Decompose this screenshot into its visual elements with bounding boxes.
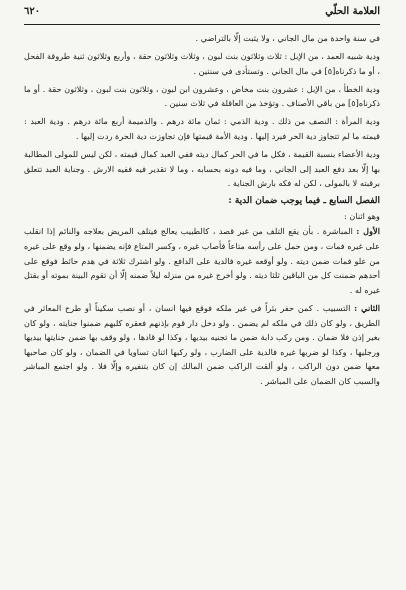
- section-sub: وهو اثنان :: [344, 211, 380, 222]
- paragraph-4: ودية المرأة : النصف من ذلك . ودية الذمي : ثمان مائة درهم . والذميمة أربع مائة درهم . ودية العبد : قيمته ما لم تتجاوز دية الحر فيرد إليها . ودية الأمة قيمتها فإن تجاوزت دية الحرة ردت إليها .: [24, 116, 380, 142]
- paragraph-3: ودية الخطأ ، من الإبل : عشرون بنت مخاض ، وعشرون ابن لبون ، وثلاثون بنت لبون ، وثلاثون حقة . أو ما ذكرناه[٥] من باقي الأصناف . وتؤخذ من العاقلة في ثلاث سنين .: [24, 83, 380, 109]
- second-cause-text: التسبيب . كمن حفر بئراً في غير ملكه فوقع فيها انسان ، أو نصب سكيناً أو طرح المعاثر في الطريق ، ولو كان ذلك في ملكه لم يضمن . ولو دخل دار قوم بإذنهم فعقره كلبهم ضمنوا جنايته ، ولو كان بغير إذن فلا ضمان . ومن ركب دابة ضمن ما تجنيه بيديها ، وكذا لو قادها ، ولو وقف بها ضمن جنايتها بيديها ورجليها ، وكذا لو ضربها غيره فالدية على الضارب ، ولو ركبها اثنان تساويا في الضمان ، ولو كان صاحبها معها ضمن دون الراكب ، ولو ألقت الراكب ضمن المالك إن كان بتنفيره وإلّا فلا . ولو اجتمع المباشر والسبب كان الضمان على المباشر .: [24, 302, 380, 386]
- first-cause-paragraph: [24, 224, 380, 297]
- first-cause-text: المباشرة . بأن يقع التلف من غير قصد ، كالطبيب يعالج فيتلف المريض بعلاجه والنائم إذا انقلب على غيره فمات ، ومن حمل على رأسه متاعاً فأصاب غيره ، وكسر المتاع فإنه يضمنها ، ولو وقع على غيره من علو فمات ضمن ديته . ولو أوقعه غيره فالدية على الدافع . ولو اشترك ثلاثة في هدم حائط فوقع على أحدهم ضمنت كل من الباقين ثلثا ديته . ولو أخرج غيره من منزله ليلاً ضمنه إلّا أن تقوم البينة بموته أو بقتل غيره له .: [24, 226, 380, 295]
- page-header: [24, 6, 380, 25]
- paragraph-2: ودية شبيه العمد ، من الإبل : ثلاث وثلاثون بنت لبون ، وثلاث وثلاثون حقة ، وأربع وثلاثون ثنية طروقة الفحل ، أو ما ذكرناه[٥] في مال الجاني . وتستأدى في سنتين .: [24, 51, 380, 76]
- paragraph-1: في سنة واحدة من مال الجاني ، ولا يثبت إلّا بالتراضي .: [195, 33, 380, 43]
- running-title: العلامة الحلّي: [325, 6, 380, 17]
- second-cause-lead: الثاني :: [354, 302, 381, 313]
- section-heading: الفصل السابع ـ فيما يوجب ضمان الدية :: [228, 196, 380, 207]
- first-cause-lead: الأول :: [356, 226, 380, 237]
- page-number: ٦٢٠: [24, 6, 41, 17]
- second-cause-paragraph: [24, 301, 380, 389]
- paragraph-5: ودية الأعضاء بنسبة القيمة ، فكل ما في الحر كمال ديته ففي العبد كمال قيمته ، لكن ليس للمولى المطالبة بها إلّا بعد دفع العبد إلى الجاني ، وما فيه دونه بحسابه ، وما لا تقدير فيه ففيه الارش . وجناية العبد تتعلق برقبته لا بالمولى ، لكن له فكه بارش الجناية .: [23, 149, 380, 189]
